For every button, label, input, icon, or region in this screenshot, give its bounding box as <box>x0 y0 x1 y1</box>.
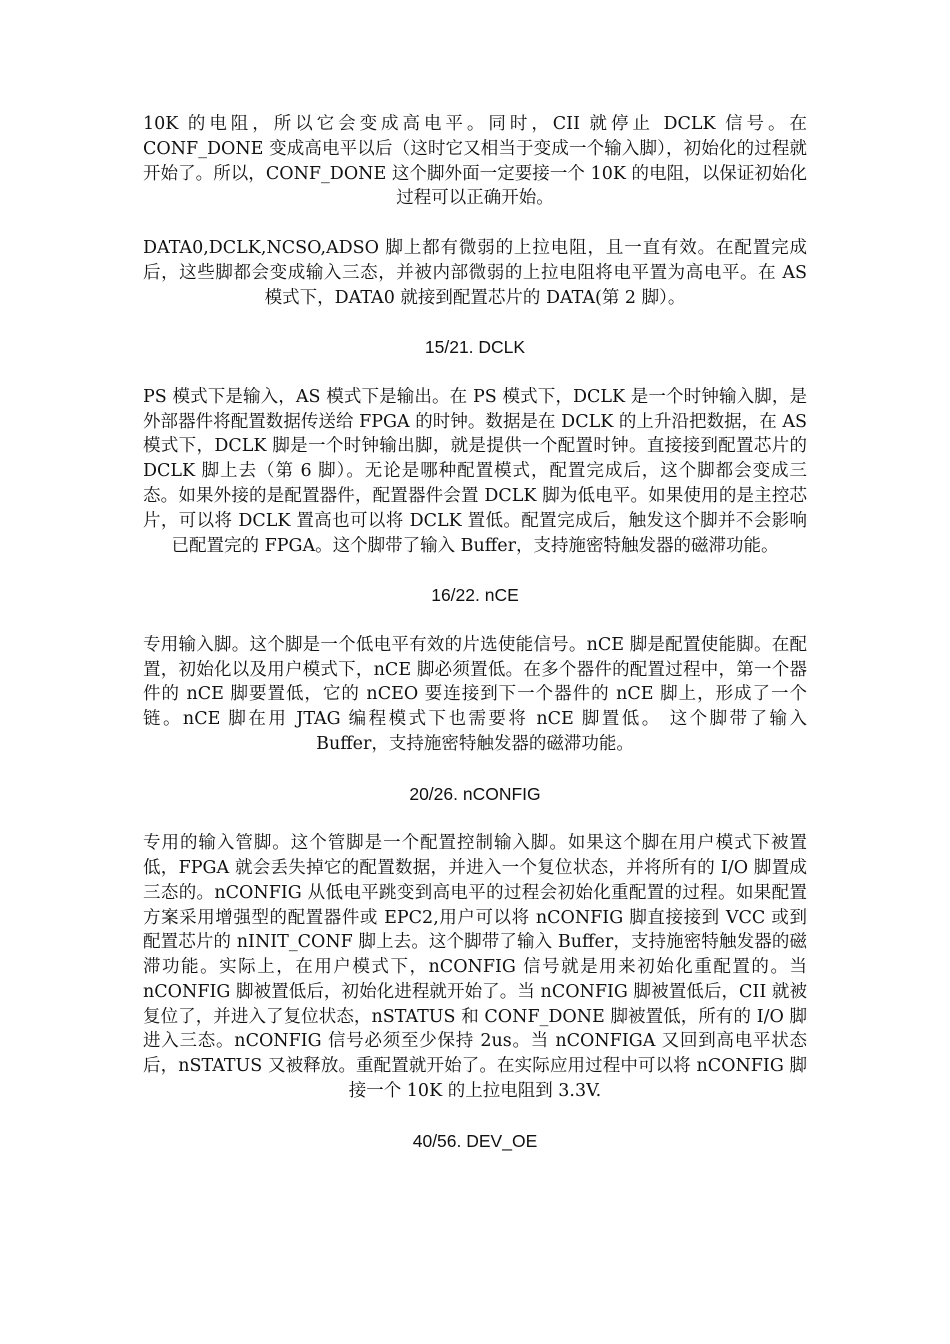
paragraph-nconfig: 专用的输入管脚。这个管脚是一个配置控制输入脚。如果这个脚在用户模式下被置低，FPGA 就会丢失掉它的配置数据，并进入一个复位状态，并将所有的 I/O 脚置成三态的。nCONFIG 从低电平跳变到高电平的过程会初始化重配置的过程。如果配置方案采用增强型的配置器件或 EPC2,用户可以将 nCONFIG 脚直接接到 VCC 或到配置芯片的 nINIT_CONF 脚上去。这个脚带了输入 Buffer，支持施密特触发器的磁滞功能。实际上，在用户模式下，nCONFIG 信号就是用来初始化重配置的。当 nCONFIG 脚被置低后，初始化进程就开始了。当 nCONFIG 脚被置低后，CII 就被复位了，并进入了复位状态，nSTATUS 和 CONF_DONE 脚被置低，所有的 I/O 脚进入三态。nCONFIG 信号必须至少保持 2us。当 nCONFIGA 又回到高电平状态后，nSTATUS 又被释放。重配置就开始了。在实际应用过程中可以将 nCONFIG 脚接一个 10K 的上拉电阻到 3.3V. <box>143 833 807 1102</box>
paragraph-conf-done-resistor: 10K 的电阻，所以它会变成高电平。同时，CII 就停止 DCLK 信号。在 CONF_DONE 变成高电平以后（这时它又相当于变成一个输入脚），初始化的过程就开始了。所以，CONF_DONE 这个脚外面一定要接一个 10K 的电阻，以保证初始化过程可以正确开始。 <box>143 114 807 209</box>
paragraph-pull-up-resistors: DATA0,DCLK,NCSO,ADSO 脚上都有微弱的上拉电阻，且一直有效。在配置完成后，这些脚都会变成输入三态，并被内部微弱的上拉电阻将电平置为高电平。在 AS 模式下，DATA0 就接到配置芯片的 DATA(第 2 脚）。 <box>143 237 807 308</box>
section-heading-nconfig: 20/26. nCONFIG <box>409 783 541 804</box>
paragraph-nce: 专用输入脚。这个脚是一个低电平有效的片选使能信号。nCE 脚是配置使能脚。在配置，初始化以及用户模式下，nCE 脚必须置低。在多个器件的配置过程中，第一个器件的 nCE 脚要置低，它的 nCEO 要连接到下一个器件的 nCE 脚上，形成了一个链。nCE 脚在用 JTAG 编程模式下也需要将 nCE 脚置低。 这个脚带了输入 Buffer，支持施密特触发器的磁滞功能。 <box>143 634 807 754</box>
section-heading-dclk: 15/21. DCLK <box>424 337 526 358</box>
section-heading-dev-oe: 40/56. DEV_OE <box>412 1130 538 1151</box>
paragraph-dclk: PS 模式下是输入，AS 模式下是输出。在 PS 模式下，DCLK 是一个时钟输入脚，是外部器件将配置数据传送给 FPGA 的时钟。数据是在 DCLK 的上升沿把数据，在 AS 模式下，DCLK 脚是一个时钟输出脚，就是提供一个配置时钟。直接接到配置芯片的 DCLK 脚上去（第 6 脚）。无论是哪种配置模式，配置完成后，这个脚都会变成三态。如果外接的是配置器件，配置器件会置 DCLK 脚为低电平。如果使用的是主控芯片，可以将 DCLK 置高也可以将 DCLK 置低。配置完成后，触发这个脚并不会影响已配置完的 FPGA。这个脚带了输入 Buffer，支持施密特触发器的磁滞功能。 <box>143 386 807 556</box>
document-page <box>143 112 807 1178</box>
section-heading-nce: 16/22. nCE <box>431 585 519 606</box>
